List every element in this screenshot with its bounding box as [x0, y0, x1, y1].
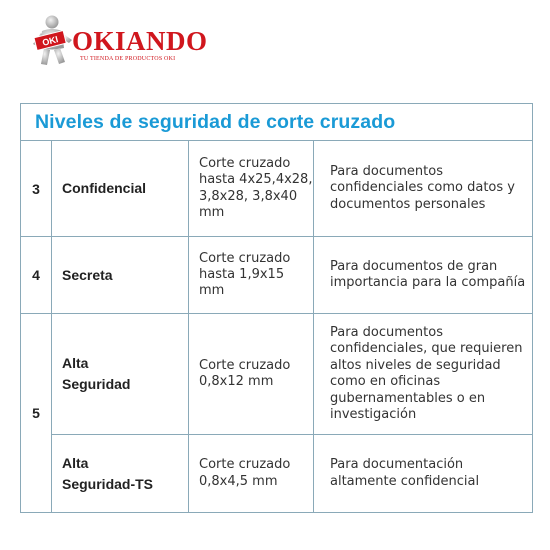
table-row	[21, 237, 533, 314]
description-cell: Para documentos confidenciales como datos y documentos personales	[314, 141, 533, 237]
security-levels-table-wrapper	[20, 103, 532, 511]
table-title-row	[21, 104, 533, 141]
description-cell: Para documentos de gran importancia para la compañía	[314, 237, 533, 314]
level-name-line: Alta	[62, 355, 89, 371]
level-name-line: Seguridad-TS	[62, 475, 154, 492]
brand-name: OKIANDO	[72, 26, 208, 56]
level-name-cell: Secreta	[52, 237, 189, 314]
table-row	[21, 314, 533, 435]
brand-logo[interactable]	[28, 14, 228, 70]
security-levels-table	[20, 103, 533, 513]
logo-badge-text: OKI	[41, 34, 60, 48]
cut-size-cell: Corte cruzado hasta 4x25,4x28, 3,8x28, 3,8x40 mm	[189, 141, 314, 237]
description-cell: Para documentación altamente confidencial	[314, 435, 533, 513]
level-cell: 5	[21, 314, 52, 513]
table-row	[21, 141, 533, 237]
description-cell: Para documentos confidenciales, que requieren altos niveles de seguridad como en oficinas gubernamentables o en investigación	[314, 314, 533, 435]
cut-size-cell: Corte cruzado 0,8x4,5 mm	[189, 435, 314, 513]
table-row	[21, 435, 533, 513]
level-name-cell: Confidencial	[52, 141, 189, 237]
table-title: Niveles de seguridad de corte cruzado	[21, 104, 533, 141]
level-cell: 4	[21, 237, 52, 314]
cut-size-cell: Corte cruzado hasta 1,9x15 mm	[189, 237, 314, 314]
level-name-line: Alta	[62, 454, 89, 471]
level-cell: 3	[21, 141, 52, 237]
level-name-cell	[52, 435, 189, 513]
mascot-icon	[28, 14, 76, 68]
cut-size-cell: Corte cruzado 0,8x12 mm	[189, 314, 314, 435]
level-name-cell	[52, 314, 189, 435]
brand-tagline: TU TIENDA DE PRODUCTOS OKI	[80, 56, 176, 62]
level-name-line: Seguridad	[62, 376, 131, 392]
